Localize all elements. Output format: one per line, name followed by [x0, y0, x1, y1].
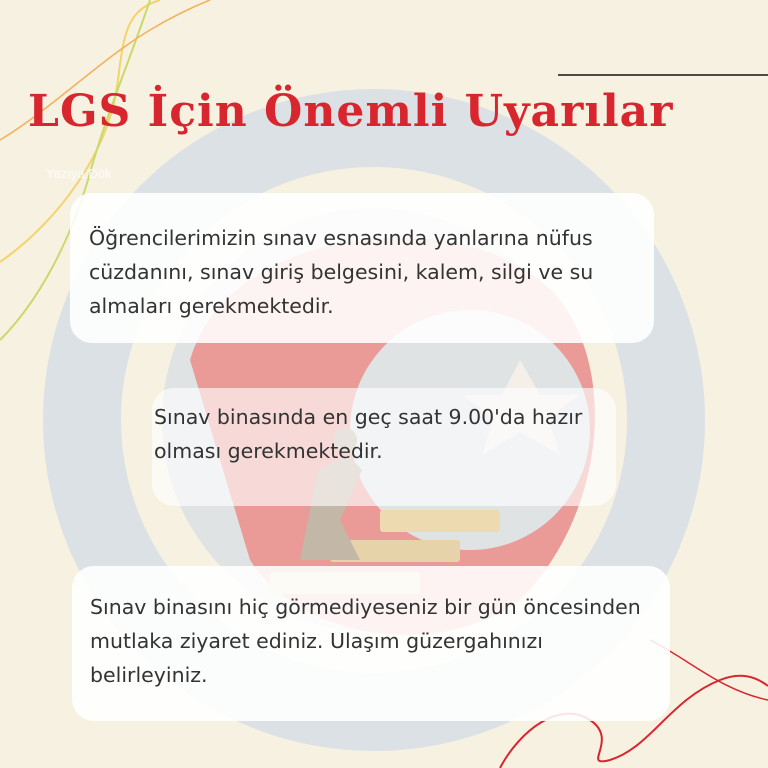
notice-text: Öğrencilerimizin sınav esnasında yanlarına nüfus cüzdanını, sınav giriş belgesini, kalem, silgi ve su almaları gerekmektedir.: [89, 226, 594, 318]
page-title: LGS İçin Önemli Uyarılar: [28, 86, 674, 137]
notice-card-arrival-time: [152, 388, 616, 506]
header-divider: [558, 74, 768, 76]
page-subtitle: Yazıya Dök: [46, 166, 112, 181]
notice-text: Sınav binasında en geç saat 9.00'da hazır olması gerekmektedir.: [154, 405, 583, 463]
notice-card-id-documents: [70, 193, 654, 343]
notice-card-visit-building: [72, 566, 670, 721]
notice-text: Sınav binasını hiç görmediyeseniz bir gün öncesinden mutlaka ziyaret ediniz. Ulaşım güzergahınızı belirleyiniz.: [90, 595, 641, 687]
